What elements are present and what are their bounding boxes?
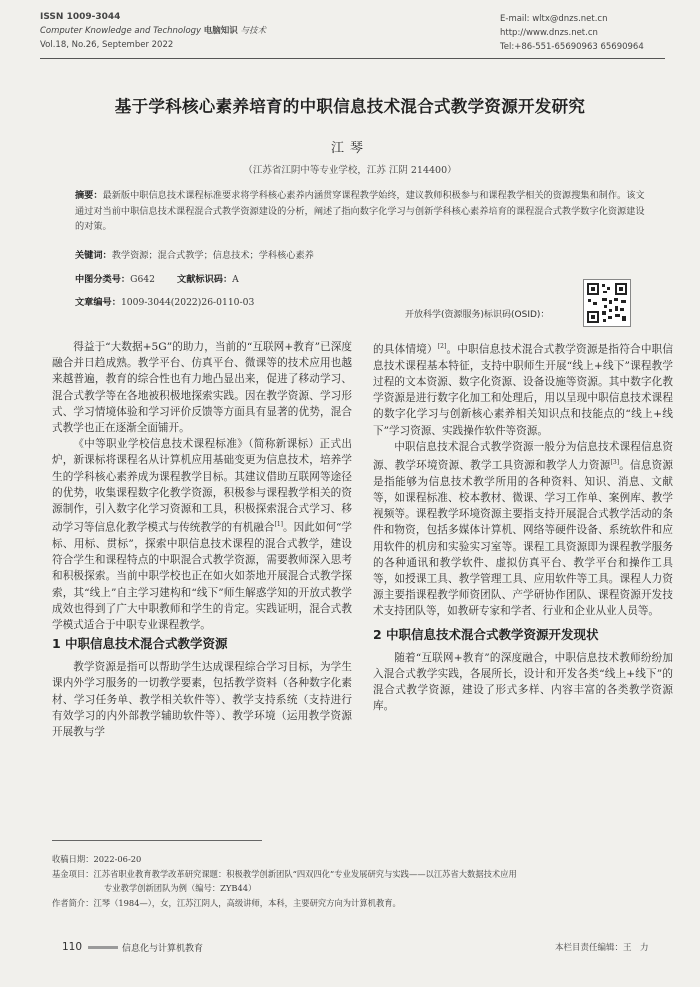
- paragraph-text: 《中等职业学校信息技术课程标准》（简称新课标）正式出炉，新课标将课程名从计算机应用基础变更为信息技术，培养学生的学科核心素养成为课程教学目标。其建议借助互联网等途径的优势，收集课程数字化教学资源，积极参与课程教学相关的资源制作，引入数字化学习资源和工具，积极探索混合式学习、移动学习等信息化教学模式与传统教学的有机融合: [52, 438, 352, 534]
- keywords-text: 教学资源；混合式教学；信息技术；学科核心素养: [111, 250, 314, 261]
- body-right-column: [373, 339, 673, 714]
- clc-label: 中图分类号：: [75, 274, 131, 285]
- citation-ref: [1]: [274, 521, 284, 529]
- header-website: http://www.dnzs.net.cn: [500, 28, 598, 38]
- citation-ref: [2]: [437, 343, 447, 350]
- article-number: [75, 294, 254, 308]
- abstract-label: 摘要：: [75, 190, 103, 201]
- classification-info: [75, 271, 239, 285]
- footnotes: [52, 852, 672, 910]
- paragraph: [52, 436, 352, 633]
- header-tel: Tel:+86-551-65690963 65690964: [500, 42, 644, 52]
- journal-name: [40, 24, 266, 38]
- paragraph-text: 。信息资源是指能够为信息技术教学所用的各种资料、知识、消息、文献等，如课程标准、校本教材、微课、学习工作单、案例库、教学视频等。课程教学环境资源主要指支持开展混合式教学活动的条件和物资，包括多媒体计算机、网络等硬件设备、系统软件和应用软件的机房和实验实习室等。课程工具资源即为课程教学服务的各种通讯和教学软件、虚拟仿真平台、教学平台和操作工具等，如授课工具、教学管理工具、应用软件等工具。课程人力资源主要指课程教学师资团队、产学研协作团队、课程资源开发技术支持团队等，如教研专家和学者、行业和企业从业人员等。: [373, 459, 674, 618]
- doccode-label: 文献标识码：: [177, 274, 233, 285]
- paragraph-text: 。中职信息技术混合式教学资源是指符合中职信息技术课程基本特征，支持中职师生开展“线上+线下”课程教学过程的文本资源、数字化资源、设备设施等资源。其中数字化教学资源是进行数字化加工和处理后，用以呈现中职信息技术课程的数字化学习与创新核心素养相关知识点和技能点的“线上+线下”学习资源、实践操作软件等资源。: [373, 343, 674, 437]
- footnote-divider: [52, 840, 262, 841]
- paragraph: 随着“互联网+教育”的深度融合，中职信息技术教师纷纷加入混合式教学实践，各展所长，设计和开发各类“线上+线下”的混合式教学资源，建设了形式多样、内容丰富的各类教学资源库。: [373, 651, 673, 713]
- article-no-label: 文章编号：: [75, 297, 121, 308]
- journal-name-en: Computer Knowledge and Technology: [40, 26, 202, 36]
- journal-header-left: [40, 10, 266, 52]
- journal-name-cn-small: 与技术: [240, 26, 267, 36]
- volume-info: Vol.18, No.26, September 2022: [40, 40, 174, 50]
- journal-name-cn: 电脑知识: [203, 26, 238, 36]
- paragraph-text: 的具体情境）: [373, 343, 438, 356]
- doccode-value: A: [232, 274, 239, 285]
- article-no-value: 1009-3044(2022)26-0110-03: [120, 297, 255, 308]
- abstract-text: 最新版中职信息技术课程标准要求将学科核心素养内涵贯穿课程教学始终，建议教师积极参与和课程教学相关的资源搜集和制作。该文通过对当前中职信息技术课程混合式教学资源建设的分析，阐述了指向数字化学习与创新学科核心素养培育的课程混合式教学数字化资源建设的对策。: [75, 190, 645, 232]
- fund-info: 基金项目：江苏省职业教育教学改革研究课题：积极教学创新团队“四双四化”专业发展研究与实践——以江苏省大数据技术应用: [52, 868, 517, 879]
- footer-editor: 本栏目责任编辑：王 力: [555, 943, 649, 953]
- keywords-label: 关键词：: [75, 250, 112, 261]
- paragraph: 得益于“大数据+5G”的助力，当前的“互联网+教育”已深度融合并日趋成熟。教学平台、仿真平台、微课等的技术应用也越来越普遍，教育的综合性也有力地凸显出来，促进了移动学习、混合式教学等在各地被积极地探索实践。因在教学资源、学习形式、学习情境体验和学习评价反馈等方面具有显著的优势，混合式教学也正在逐渐全面铺开。: [52, 341, 352, 435]
- osid-label: 开放科学(资源服务)标识码(OSID)：: [405, 310, 550, 320]
- header-divider: [40, 58, 665, 59]
- section-heading-2: 2 中职信息技术混合式教学资源开发现状: [373, 626, 599, 642]
- page-number: 110: [62, 941, 83, 953]
- clc-value: G642: [130, 274, 156, 285]
- paragraph-text: 。因此如何“学标、用标、贯标”，探索中职信息技术课程的混合式教学，建设符合学生和课程特点的中职混合式教学资源，需要教师深入思考和积极探索。当前中职学校也正在如火如荼地开展混合式教学探索，其“线上”自主学习建构和“线下”师生解惑学知的开放式教学成效也得到了广大中职教师和学生的肯定。实践证明，混合式教学模式适合于中职专业课程教学。: [52, 521, 353, 631]
- qr-code-icon[interactable]: [583, 279, 631, 327]
- paragraph: [373, 439, 673, 620]
- body-left-column: [52, 339, 352, 740]
- author-bio: 作者简介：江琴（1984—），女，江苏江阴人，高级讲师，本科，主要研究方向为计算机教育。: [52, 897, 401, 908]
- citation-ref: [3]: [610, 458, 620, 466]
- abstract: [75, 188, 650, 235]
- article-title: 基于学科核心素养培育的中职信息技术混合式教学资源开发研究: [114, 97, 586, 116]
- fund-info-continued: 专业教学创新团队为例（编号：ZYB44）: [104, 883, 257, 893]
- journal-header-right: [500, 12, 644, 54]
- paragraph-text: 中职信息技术混合式教学资源一般分为信息技术课程信息资源、教学环境资源、教学工具资源和教学人力资源: [373, 440, 673, 472]
- article-author: 江琴: [330, 141, 369, 156]
- keywords: [75, 247, 650, 261]
- section-heading-1: 1 中职信息技术混合式教学资源: [52, 636, 228, 652]
- received-date: 收稿日期：2022-06-20: [52, 854, 142, 864]
- author-affiliation: （江苏省江阴中等专业学校，江苏 江阴 214400）: [243, 165, 457, 176]
- footer-bar: [88, 946, 118, 949]
- footer-journal-name: 信息化与计算机教育: [122, 944, 204, 954]
- paragraph: 教学资源是指可以帮助学生达成课程综合学习目标，为学生课内外学习服务的一切教学要素，包括教学资料（各种数字化素材、学习任务单、教学相关软件等）、教学支持系统（支持进行有效学习的内外部教学辅助软件等）、教学环境（运用教学资源开展教与学: [52, 661, 352, 738]
- header-email: E-mail: wltx@dnzs.net.cn: [500, 14, 608, 24]
- paragraph: [373, 339, 673, 439]
- issn: ISSN 1009-3044: [40, 12, 121, 22]
